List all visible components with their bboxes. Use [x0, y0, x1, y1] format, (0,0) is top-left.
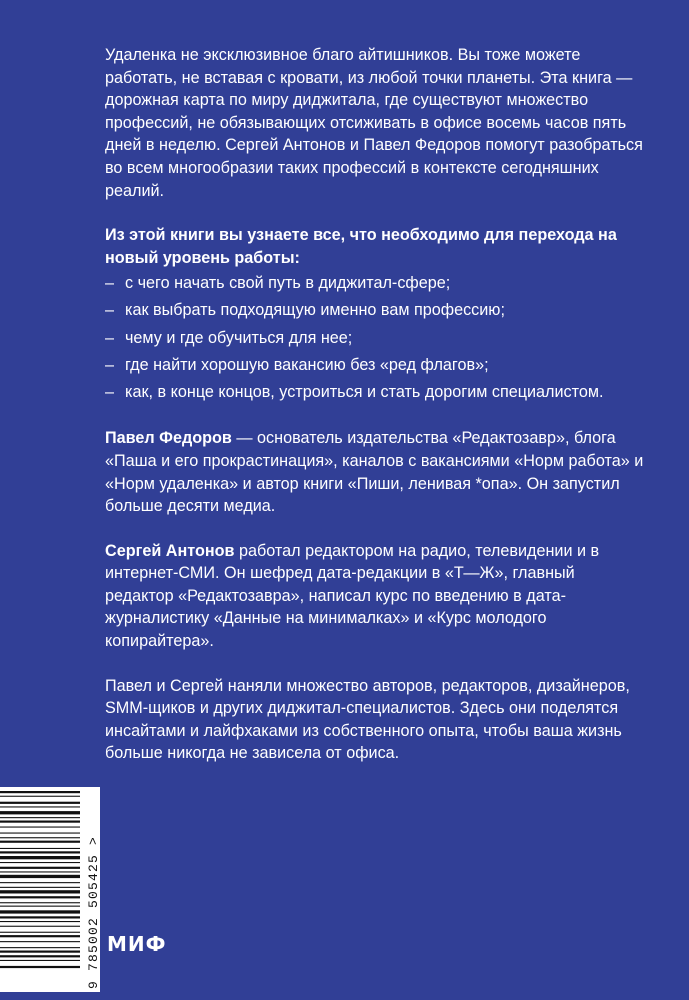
dash-marker: –: [105, 355, 115, 374]
isbn-barcode: [0, 787, 100, 992]
benefits-list: [105, 272, 645, 403]
publisher-logo: МИФ: [107, 932, 167, 956]
dash-marker: –: [105, 382, 115, 401]
list-item: – где найти хорошую вакансию без «ред флагов»;: [105, 354, 645, 377]
intro-paragraph: Удаленка не эксклюзивное благо айтишников. Вы тоже можете работать, не вставая с кровати, из любой точки планеты. Эта книга — дорожная карта по миру диджитала, где существуют множество профессий, не обязывающих отсиживать в офисе восемь часов пять дней в неделю. Сергей Антонов и Павел Федоров помогут разобраться во всем многообразии таких профессий в контексте сегодняшних реалий.: [105, 46, 643, 200]
list-item: – как, в конце концов, устроиться и стать дорогим специалистом.: [105, 381, 645, 404]
author-description: работал редактором на радио, телевидении и в интернет-СМИ. Он шефред дата-редакции в «Т—Ж», главный редактор «Редактозавра», написал курс по введению в дата-журналистику «Данные на минималках» и «Курс молодого копирайтера».: [105, 541, 600, 651]
dash-marker: –: [105, 274, 115, 293]
lead-heading: Из этой книги вы узнаете все, что необходимо для перехода на новый уровень работы:: [105, 226, 617, 267]
author-bio-fedorov: [105, 427, 645, 517]
list-item: – с чего начать свой путь в диджитал-сфере;: [105, 272, 645, 295]
list-item: – как выбрать подходящую именно вам профессию;: [105, 299, 645, 322]
author-name: Павел Федоров: [105, 429, 232, 448]
closing-paragraph: Павел и Сергей наняли множество авторов, редакторов, дизайнеров, SMM-щиков и других диджитал-специалистов. Здесь они поделятся инсайтами и лайфхаками из собственного опыта, чтобы ваша жизнь больше никогда не зависела от офиса.: [105, 676, 630, 763]
dash-marker: –: [105, 301, 115, 320]
back-cover-text: [105, 44, 645, 765]
list-item: – чему и где обучиться для нее;: [105, 327, 645, 350]
dash-marker: –: [105, 328, 115, 347]
barcode-bars: [0, 787, 80, 992]
author-description: — основатель издательства «Редактозавр», блога «Паша и его прокрастинация», каналов с вакансиями «Норм работа» и «Норм удаленка» и автор книги «Пиши, ленивая *опа». Он запустил больше десяти медиа.: [105, 429, 644, 516]
author-bio-antonov: [105, 540, 645, 653]
author-name: Сергей Антонов: [105, 541, 235, 560]
isbn-number: 9 785002 505425 >: [86, 835, 101, 989]
